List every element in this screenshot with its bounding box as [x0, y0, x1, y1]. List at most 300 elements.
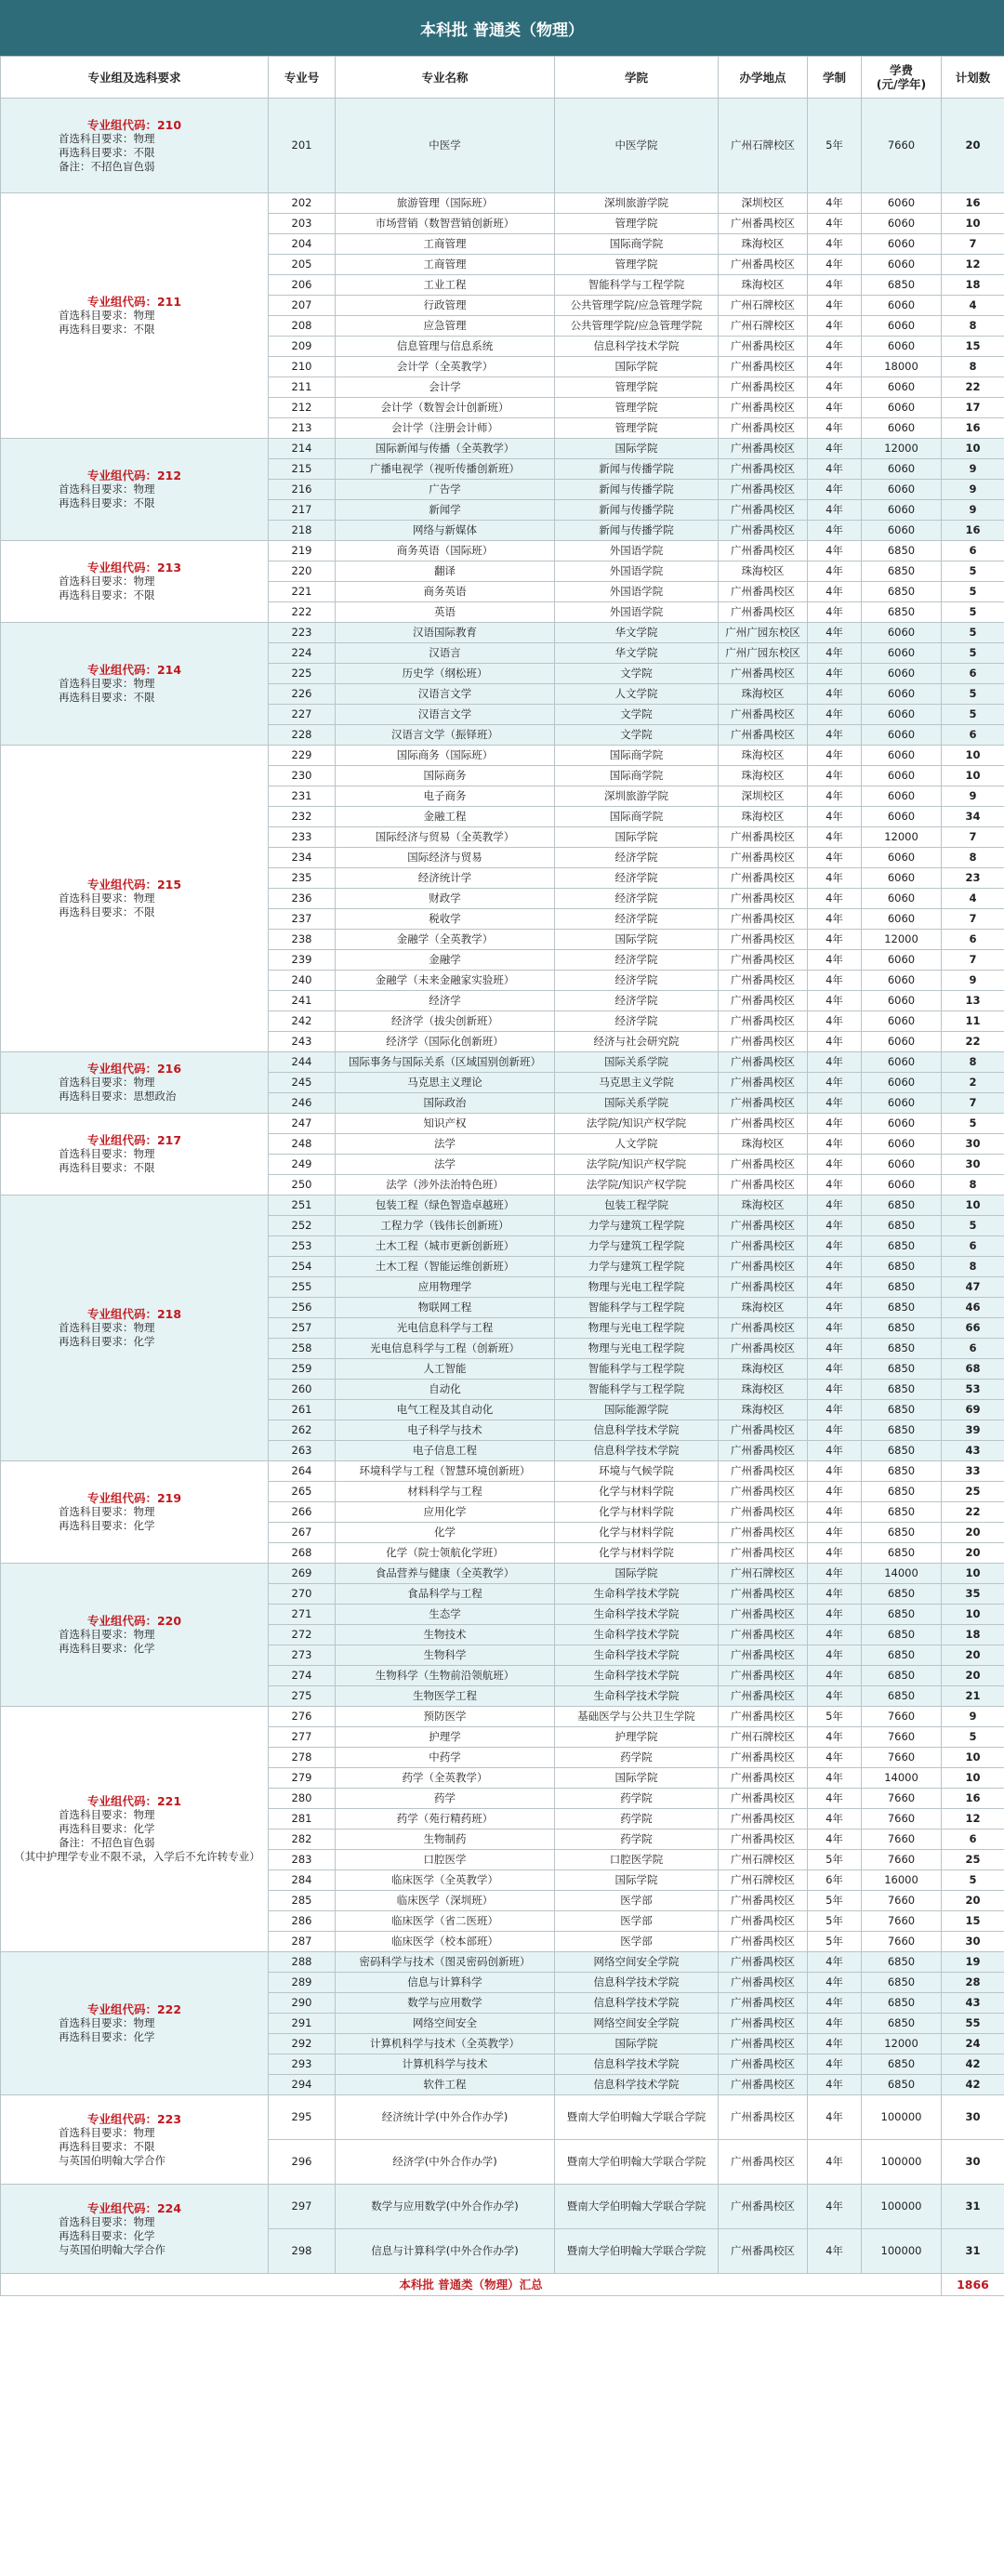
tuition: 6060	[862, 1052, 942, 1073]
group-requirement: 再选科目要求：化学	[59, 1519, 155, 1532]
major-name: 法学	[336, 1134, 555, 1155]
summary-label: 本科批 普通类（物理）汇总	[1, 2274, 942, 2296]
tuition: 6060	[862, 398, 942, 418]
group-cell	[1, 1114, 269, 1196]
duration: 4年	[808, 1155, 862, 1175]
plan-count: 18	[942, 1625, 1004, 1645]
campus: 广州番禺校区	[719, 950, 808, 971]
major-code: 230	[269, 766, 336, 786]
plan-count: 23	[942, 868, 1004, 889]
tuition: 6850	[862, 1461, 942, 1482]
duration: 4年	[808, 214, 862, 234]
college: 国际商学院	[555, 234, 719, 255]
duration: 4年	[808, 2140, 862, 2185]
group-requirement: （其中护理学专业不限不录，入学后不允许转专业）	[14, 1850, 260, 1863]
college: 新闻与传播学院	[555, 459, 719, 480]
tuition: 6060	[862, 480, 942, 500]
group-code: 专业组代码：223	[86, 2111, 182, 2126]
tuition: 6850	[862, 1605, 942, 1625]
major-name: 生物技术	[336, 1625, 555, 1645]
plan-count: 28	[942, 1973, 1004, 1993]
campus: 广州番禺校区	[719, 214, 808, 234]
table-row	[1, 1461, 1004, 1482]
college: 国际商学院	[555, 807, 719, 827]
duration: 4年	[808, 1973, 862, 1993]
tuition: 6850	[862, 1584, 942, 1605]
major-name: 光电信息科学与工程	[336, 1318, 555, 1339]
campus: 广州番禺校区	[719, 418, 808, 439]
college: 国际学院	[555, 439, 719, 459]
major-code: 266	[269, 1502, 336, 1523]
major-code: 263	[269, 1441, 336, 1461]
header-major: 专业名称	[336, 57, 555, 99]
major-code: 249	[269, 1155, 336, 1175]
campus: 广州番禺校区	[719, 255, 808, 275]
campus: 广州番禺校区	[719, 1932, 808, 1952]
major-code: 206	[269, 275, 336, 296]
college: 文学院	[555, 664, 719, 684]
plan-count: 13	[942, 991, 1004, 1011]
campus: 广州番禺校区	[719, 1543, 808, 1564]
major-code: 213	[269, 418, 336, 439]
group-cell	[1, 746, 269, 1052]
plan-count: 10	[942, 439, 1004, 459]
duration: 4年	[808, 807, 862, 827]
group-requirement: 再选科目要求：不限	[59, 588, 155, 601]
plan-count: 43	[942, 1441, 1004, 1461]
college: 文学院	[555, 705, 719, 725]
tuition: 6850	[862, 1257, 942, 1277]
tuition: 6850	[862, 1543, 942, 1564]
major-name: 化学	[336, 1523, 555, 1543]
major-name: 商务英语（国际班）	[336, 541, 555, 561]
major-name: 工程力学（钱伟长创新班）	[336, 1216, 555, 1236]
duration: 4年	[808, 602, 862, 623]
college: 经济学院	[555, 909, 719, 930]
plan-count: 8	[942, 316, 1004, 337]
duration: 4年	[808, 1114, 862, 1134]
plan-count: 17	[942, 398, 1004, 418]
major-code: 280	[269, 1789, 336, 1809]
group-cell	[1, 1052, 269, 1114]
tuition: 6060	[862, 766, 942, 786]
duration: 4年	[808, 684, 862, 705]
plan-count: 43	[942, 1993, 1004, 2014]
duration: 4年	[808, 255, 862, 275]
major-code: 275	[269, 1686, 336, 1707]
plan-count: 21	[942, 1686, 1004, 1707]
college: 物理与光电工程学院	[555, 1277, 719, 1298]
major-name: 电子信息工程	[336, 1441, 555, 1461]
major-name: 人工智能	[336, 1359, 555, 1380]
major-name: 会计学	[336, 377, 555, 398]
tuition: 6060	[862, 725, 942, 746]
group-requirement: 再选科目要求：不限	[59, 323, 155, 336]
tuition: 6850	[862, 1502, 942, 1523]
campus: 广州番禺校区	[719, 725, 808, 746]
group-requirement: 首选科目要求：物理	[59, 2214, 155, 2228]
campus: 珠海校区	[719, 684, 808, 705]
summary-row	[1, 2274, 1004, 2296]
duration: 6年	[808, 1870, 862, 1891]
major-code: 224	[269, 643, 336, 664]
major-code: 201	[269, 99, 336, 193]
major-code: 229	[269, 746, 336, 766]
college: 国际关系学院	[555, 1052, 719, 1073]
campus: 广州番禺校区	[719, 1911, 808, 1932]
duration: 4年	[808, 2034, 862, 2054]
tuition: 100000	[862, 2095, 942, 2140]
college: 公共管理学院/应急管理学院	[555, 296, 719, 316]
college: 管理学院	[555, 377, 719, 398]
college: 法学院/知识产权学院	[555, 1114, 719, 1134]
major-code: 221	[269, 582, 336, 602]
tuition: 12000	[862, 930, 942, 950]
campus: 广州番禺校区	[719, 398, 808, 418]
major-name: 汉语言文学	[336, 705, 555, 725]
plan-count: 20	[942, 1645, 1004, 1666]
plan-count: 10	[942, 1564, 1004, 1584]
duration: 4年	[808, 1441, 862, 1461]
duration: 5年	[808, 1932, 862, 1952]
plan-count: 20	[942, 1523, 1004, 1543]
duration: 4年	[808, 786, 862, 807]
campus: 广州番禺校区	[719, 1584, 808, 1605]
major-name: 新闻学	[336, 500, 555, 521]
plan-count: 8	[942, 1175, 1004, 1196]
header-group: 专业组及选科要求	[1, 57, 269, 99]
college: 外国语学院	[555, 602, 719, 623]
major-name: 经济学（拔尖创新班）	[336, 1011, 555, 1032]
campus: 广州番禺校区	[719, 848, 808, 868]
college: 生命科学技术学院	[555, 1645, 719, 1666]
major-code: 270	[269, 1584, 336, 1605]
duration: 4年	[808, 561, 862, 582]
major-code: 216	[269, 480, 336, 500]
major-name: 国际经济与贸易（全英教学）	[336, 827, 555, 848]
duration: 4年	[808, 234, 862, 255]
college: 经济与社会研究院	[555, 1032, 719, 1052]
group-cell	[1, 541, 269, 623]
major-name: 数学与应用数学	[336, 1993, 555, 2014]
major-code: 202	[269, 193, 336, 214]
campus: 广州番禺校区	[719, 357, 808, 377]
major-name: 中药学	[336, 1748, 555, 1768]
major-code: 279	[269, 1768, 336, 1789]
duration: 4年	[808, 193, 862, 214]
major-name: 会计学（数智会计创新班）	[336, 398, 555, 418]
major-name: 商务英语	[336, 582, 555, 602]
campus: 广州番禺校区	[719, 521, 808, 541]
campus: 珠海校区	[719, 1298, 808, 1318]
major-code: 261	[269, 1400, 336, 1420]
plan-count: 6	[942, 541, 1004, 561]
plan-count: 16	[942, 1789, 1004, 1809]
campus: 广州番禺校区	[719, 1318, 808, 1339]
tuition: 14000	[862, 1768, 942, 1789]
tuition: 100000	[862, 2185, 942, 2229]
campus: 广州番禺校区	[719, 1789, 808, 1809]
major-name: 广播电视学（视听传播创新班）	[336, 459, 555, 480]
major-name: 应急管理	[336, 316, 555, 337]
major-code: 250	[269, 1175, 336, 1196]
college: 信息科学技术学院	[555, 1441, 719, 1461]
tuition: 7660	[862, 1850, 942, 1870]
table-row	[1, 2185, 1004, 2229]
group-code: 专业组代码：217	[86, 1133, 182, 1147]
plan-count: 10	[942, 1768, 1004, 1789]
campus: 深圳校区	[719, 786, 808, 807]
college: 管理学院	[555, 255, 719, 275]
major-code: 296	[269, 2140, 336, 2185]
duration: 5年	[808, 1850, 862, 1870]
college: 经济学院	[555, 991, 719, 1011]
duration: 5年	[808, 1707, 862, 1727]
major-name: 经济统计学	[336, 868, 555, 889]
tuition: 6060	[862, 1175, 942, 1196]
duration: 4年	[808, 1768, 862, 1789]
plan-count: 19	[942, 1952, 1004, 1973]
tuition: 6060	[862, 521, 942, 541]
major-code: 244	[269, 1052, 336, 1073]
group-cell	[1, 2095, 269, 2185]
duration: 4年	[808, 1052, 862, 1073]
major-code: 268	[269, 1543, 336, 1564]
plan-count: 20	[942, 99, 1004, 193]
plan-count: 68	[942, 1359, 1004, 1380]
plan-count: 22	[942, 1032, 1004, 1052]
major-code: 209	[269, 337, 336, 357]
duration: 4年	[808, 991, 862, 1011]
plan-count: 6	[942, 1830, 1004, 1850]
major-name: 经济学	[336, 991, 555, 1011]
tuition: 6060	[862, 643, 942, 664]
plan-count: 31	[942, 2229, 1004, 2274]
plan-count: 7	[942, 950, 1004, 971]
campus: 广州番禺校区	[719, 1502, 808, 1523]
group-requirement: 再选科目要求：化学	[59, 1822, 155, 1835]
major-name: 会计学（全英教学）	[336, 357, 555, 377]
plan-count: 30	[942, 2095, 1004, 2140]
college: 暨南大学伯明翰大学联合学院	[555, 2140, 719, 2185]
campus: 广州番禺校区	[719, 1441, 808, 1461]
duration: 4年	[808, 418, 862, 439]
duration: 4年	[808, 1359, 862, 1380]
group-requirement: 再选科目要求：化学	[59, 2228, 155, 2242]
plan-count: 16	[942, 521, 1004, 541]
table-row	[1, 623, 1004, 643]
college: 基础医学与公共卫生学院	[555, 1707, 719, 1727]
group-cell	[1, 1707, 269, 1952]
duration: 4年	[808, 1257, 862, 1277]
plan-count: 7	[942, 1093, 1004, 1114]
plan-count: 10	[942, 766, 1004, 786]
campus: 广州番禺校区	[719, 1666, 808, 1686]
group-code: 专业组代码：221	[86, 1794, 182, 1808]
major-code: 205	[269, 255, 336, 275]
major-name: 汉语言	[336, 643, 555, 664]
college: 经济学院	[555, 1011, 719, 1032]
campus: 广州番禺校区	[719, 1482, 808, 1502]
plan-count: 8	[942, 1052, 1004, 1073]
college: 国际学院	[555, 1870, 719, 1891]
campus: 广州番禺校区	[719, 377, 808, 398]
duration: 4年	[808, 1523, 862, 1543]
college: 网络空间安全学院	[555, 1952, 719, 1973]
major-name: 药学（全英教学）	[336, 1768, 555, 1789]
plan-count: 7	[942, 827, 1004, 848]
tuition: 6060	[862, 746, 942, 766]
tuition: 16000	[862, 1870, 942, 1891]
college: 暨南大学伯明翰大学联合学院	[555, 2185, 719, 2229]
major-code: 262	[269, 1420, 336, 1441]
major-name: 计算机科学与技术（全英教学）	[336, 2034, 555, 2054]
college: 信息科学技术学院	[555, 2075, 719, 2095]
tuition: 6850	[862, 1196, 942, 1216]
duration: 4年	[808, 1584, 862, 1605]
major-code: 238	[269, 930, 336, 950]
college: 暨南大学伯明翰大学联合学院	[555, 2095, 719, 2140]
major-name: 生物医学工程	[336, 1686, 555, 1707]
plan-count: 4	[942, 296, 1004, 316]
campus: 广州番禺校区	[719, 1707, 808, 1727]
major-code: 219	[269, 541, 336, 561]
campus: 广州石牌校区	[719, 99, 808, 193]
group-requirement: 备注：不招色盲色弱	[59, 1836, 155, 1849]
major-code: 223	[269, 623, 336, 643]
group-requirement: 首选科目要求：物理	[59, 1147, 155, 1160]
tuition: 7660	[862, 1932, 942, 1952]
major-code: 234	[269, 848, 336, 868]
major-name: 英语	[336, 602, 555, 623]
campus: 广州番禺校区	[719, 1073, 808, 1093]
duration: 4年	[808, 480, 862, 500]
major-name: 生态学	[336, 1605, 555, 1625]
duration: 4年	[808, 766, 862, 786]
plan-count: 9	[942, 500, 1004, 521]
campus: 广州番禺校区	[719, 827, 808, 848]
group-requirement: 首选科目要求：物理	[59, 1628, 155, 1641]
college: 国际学院	[555, 357, 719, 377]
major-name: 电子科学与技术	[336, 1420, 555, 1441]
college: 医学部	[555, 1932, 719, 1952]
major-code: 257	[269, 1318, 336, 1339]
duration: 4年	[808, 1830, 862, 1850]
college: 信息科学技术学院	[555, 1973, 719, 1993]
duration: 4年	[808, 296, 862, 316]
major-code: 273	[269, 1645, 336, 1666]
plan-count: 66	[942, 1318, 1004, 1339]
major-code: 271	[269, 1605, 336, 1625]
tuition: 7660	[862, 1911, 942, 1932]
campus: 广州番禺校区	[719, 582, 808, 602]
plan-count: 42	[942, 2054, 1004, 2075]
table-row	[1, 99, 1004, 193]
major-name: 法学（涉外法治特色班）	[336, 1175, 555, 1196]
plan-count: 42	[942, 2075, 1004, 2095]
plan-count: 20	[942, 1543, 1004, 1564]
tuition: 6060	[862, 459, 942, 480]
duration: 4年	[808, 582, 862, 602]
major-name: 化学（院士领航化学班）	[336, 1543, 555, 1564]
group-requirement: 与英国伯明翰大学合作	[59, 2242, 165, 2256]
plan-count: 5	[942, 561, 1004, 582]
college: 经济学院	[555, 848, 719, 868]
tuition: 7660	[862, 1727, 942, 1748]
college: 护理学院	[555, 1727, 719, 1748]
duration: 4年	[808, 1952, 862, 1973]
college: 国际学院	[555, 1768, 719, 1789]
table-row	[1, 1114, 1004, 1134]
plan-count: 31	[942, 2185, 1004, 2229]
tuition: 6850	[862, 1318, 942, 1339]
duration: 4年	[808, 1093, 862, 1114]
college: 深圳旅游学院	[555, 786, 719, 807]
major-code: 237	[269, 909, 336, 930]
major-code: 251	[269, 1196, 336, 1216]
campus: 广州番禺校区	[719, 1461, 808, 1482]
tuition: 6850	[862, 1993, 942, 2014]
plan-count: 5	[942, 1727, 1004, 1748]
group-code: 专业组代码：211	[86, 295, 182, 309]
tuition: 12000	[862, 439, 942, 459]
campus: 广州广园东校区	[719, 623, 808, 643]
table-row	[1, 1707, 1004, 1727]
tuition: 6850	[862, 1973, 942, 1993]
campus: 广州石牌校区	[719, 1870, 808, 1891]
campus: 广州番禺校区	[719, 1625, 808, 1645]
plan-count: 6	[942, 1339, 1004, 1359]
campus: 广州番禺校区	[719, 1155, 808, 1175]
campus: 广州番禺校区	[719, 1420, 808, 1441]
major-name: 国际商务	[336, 766, 555, 786]
major-code: 289	[269, 1973, 336, 1993]
tuition: 6060	[862, 848, 942, 868]
plan-count: 8	[942, 1257, 1004, 1277]
major-code: 242	[269, 1011, 336, 1032]
group-requirement: 再选科目要求：不限	[59, 905, 155, 918]
major-name: 行政管理	[336, 296, 555, 316]
duration: 4年	[808, 500, 862, 521]
duration: 4年	[808, 541, 862, 561]
college: 深圳旅游学院	[555, 193, 719, 214]
campus: 广州番禺校区	[719, 1748, 808, 1768]
table-row	[1, 1052, 1004, 1073]
major-code: 278	[269, 1748, 336, 1768]
tuition: 6060	[862, 255, 942, 275]
group-requirement: 备注：不招色盲色弱	[59, 159, 155, 173]
major-name: 中医学	[336, 99, 555, 193]
group-requirement: 再选科目要求：思想政治	[59, 1090, 177, 1103]
duration: 4年	[808, 1993, 862, 2014]
major-code: 269	[269, 1564, 336, 1584]
campus: 广州广园东校区	[719, 643, 808, 664]
college: 网络空间安全学院	[555, 2014, 719, 2034]
tuition: 6850	[862, 1380, 942, 1400]
plan-count: 46	[942, 1298, 1004, 1318]
college: 外国语学院	[555, 561, 719, 582]
major-code: 253	[269, 1236, 336, 1257]
group-requirement: 再选科目要求：化学	[59, 2030, 155, 2043]
duration: 4年	[808, 868, 862, 889]
tuition: 6060	[862, 1011, 942, 1032]
college: 环境与气候学院	[555, 1461, 719, 1482]
plan-count: 6	[942, 664, 1004, 684]
campus: 广州番禺校区	[719, 889, 808, 909]
campus: 广州番禺校区	[719, 1052, 808, 1073]
group-cell	[1, 1196, 269, 1461]
duration: 4年	[808, 2229, 862, 2274]
